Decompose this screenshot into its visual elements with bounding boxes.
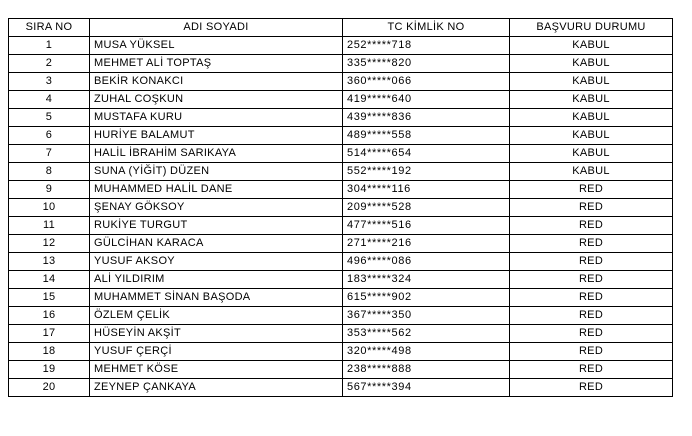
- results-sheet: [8, 18, 672, 397]
- header-basvuru-durumu: BAŞVURU DURUMU: [510, 19, 673, 37]
- header-tc-kimlik-no: TC KİMLİK NO: [343, 19, 510, 37]
- header-adi-soyadi: ADI SOYADI: [90, 19, 343, 37]
- row-adi-soyadi: MEHMET KÖSE: [90, 361, 343, 379]
- table-row: [9, 325, 673, 343]
- table-row: [9, 199, 673, 217]
- table-row: [9, 361, 673, 379]
- row-basvuru-durumu: RED: [510, 181, 673, 199]
- row-tc-kimlik-no: 514*****654: [343, 145, 510, 163]
- table-row: [9, 145, 673, 163]
- row-basvuru-durumu: KABUL: [510, 91, 673, 109]
- row-adi-soyadi: MUSTAFA KURU: [90, 109, 343, 127]
- row-sira-no: 17: [9, 325, 90, 343]
- row-tc-kimlik-no: 567*****394: [343, 379, 510, 397]
- table-row: [9, 235, 673, 253]
- row-tc-kimlik-no: 360*****066: [343, 73, 510, 91]
- row-basvuru-durumu: KABUL: [510, 163, 673, 181]
- row-adi-soyadi: RUKİYE TURGUT: [90, 217, 343, 235]
- table-row: [9, 379, 673, 397]
- table-row: [9, 37, 673, 55]
- row-adi-soyadi: ŞENAY GÖKSOY: [90, 199, 343, 217]
- row-sira-no: 4: [9, 91, 90, 109]
- row-basvuru-durumu: KABUL: [510, 109, 673, 127]
- row-tc-kimlik-no: 320*****498: [343, 343, 510, 361]
- applicant-results-table: [8, 18, 673, 397]
- table-row: [9, 109, 673, 127]
- row-sira-no: 18: [9, 343, 90, 361]
- row-sira-no: 20: [9, 379, 90, 397]
- row-basvuru-durumu: KABUL: [510, 55, 673, 73]
- table-row: [9, 73, 673, 91]
- row-tc-kimlik-no: 353*****562: [343, 325, 510, 343]
- row-basvuru-durumu: KABUL: [510, 73, 673, 91]
- row-tc-kimlik-no: 252*****718: [343, 37, 510, 55]
- row-basvuru-durumu: RED: [510, 217, 673, 235]
- row-sira-no: 9: [9, 181, 90, 199]
- table-row: [9, 181, 673, 199]
- header-row: [9, 19, 673, 37]
- row-sira-no: 12: [9, 235, 90, 253]
- row-tc-kimlik-no: 615*****902: [343, 289, 510, 307]
- row-sira-no: 10: [9, 199, 90, 217]
- row-sira-no: 13: [9, 253, 90, 271]
- row-sira-no: 19: [9, 361, 90, 379]
- row-basvuru-durumu: RED: [510, 307, 673, 325]
- row-tc-kimlik-no: 209*****528: [343, 199, 510, 217]
- row-sira-no: 15: [9, 289, 90, 307]
- table-row: [9, 271, 673, 289]
- row-basvuru-durumu: RED: [510, 361, 673, 379]
- row-adi-soyadi: MUHAMMET SİNAN BAŞODA: [90, 289, 343, 307]
- table-row: [9, 217, 673, 235]
- row-tc-kimlik-no: 552*****192: [343, 163, 510, 181]
- row-sira-no: 2: [9, 55, 90, 73]
- table-row: [9, 163, 673, 181]
- row-sira-no: 11: [9, 217, 90, 235]
- table-row: [9, 55, 673, 73]
- table-row: [9, 127, 673, 145]
- row-adi-soyadi: ZEYNEP ÇANKAYA: [90, 379, 343, 397]
- row-adi-soyadi: HÜSEYİN AKŞİT: [90, 325, 343, 343]
- row-basvuru-durumu: RED: [510, 253, 673, 271]
- row-tc-kimlik-no: 489*****558: [343, 127, 510, 145]
- row-adi-soyadi: MUSA YÜKSEL: [90, 37, 343, 55]
- row-basvuru-durumu: KABUL: [510, 127, 673, 145]
- row-adi-soyadi: BEKİR KONAKCI: [90, 73, 343, 91]
- table-body: [9, 37, 673, 397]
- row-tc-kimlik-no: 367*****350: [343, 307, 510, 325]
- table-row: [9, 307, 673, 325]
- row-adi-soyadi: SUNA (YİĞİT) DÜZEN: [90, 163, 343, 181]
- row-sira-no: 1: [9, 37, 90, 55]
- row-adi-soyadi: ÖZLEM ÇELİK: [90, 307, 343, 325]
- row-sira-no: 5: [9, 109, 90, 127]
- table-header: [9, 19, 673, 37]
- row-basvuru-durumu: RED: [510, 199, 673, 217]
- row-tc-kimlik-no: 183*****324: [343, 271, 510, 289]
- row-basvuru-durumu: RED: [510, 379, 673, 397]
- header-sira-no: SIRA NO: [9, 19, 90, 37]
- row-tc-kimlik-no: 335*****820: [343, 55, 510, 73]
- table-row: [9, 253, 673, 271]
- row-tc-kimlik-no: 238*****888: [343, 361, 510, 379]
- row-adi-soyadi: YUSUF AKSOY: [90, 253, 343, 271]
- row-tc-kimlik-no: 304*****116: [343, 181, 510, 199]
- row-sira-no: 8: [9, 163, 90, 181]
- row-adi-soyadi: ZUHAL COŞKUN: [90, 91, 343, 109]
- row-tc-kimlik-no: 496*****086: [343, 253, 510, 271]
- row-basvuru-durumu: RED: [510, 343, 673, 361]
- row-tc-kimlik-no: 477*****516: [343, 217, 510, 235]
- row-adi-soyadi: HALİL İBRAHİM SARIKAYA: [90, 145, 343, 163]
- row-adi-soyadi: YUSUF ÇERÇİ: [90, 343, 343, 361]
- row-sira-no: 6: [9, 127, 90, 145]
- row-tc-kimlik-no: 419*****640: [343, 91, 510, 109]
- row-adi-soyadi: ALİ YILDIRIM: [90, 271, 343, 289]
- row-basvuru-durumu: RED: [510, 289, 673, 307]
- table-row: [9, 289, 673, 307]
- table-row: [9, 91, 673, 109]
- row-tc-kimlik-no: 439*****836: [343, 109, 510, 127]
- row-adi-soyadi: MUHAMMED HALİL DANE: [90, 181, 343, 199]
- row-basvuru-durumu: KABUL: [510, 37, 673, 55]
- row-tc-kimlik-no: 271*****216: [343, 235, 510, 253]
- row-sira-no: 14: [9, 271, 90, 289]
- row-sira-no: 7: [9, 145, 90, 163]
- row-basvuru-durumu: RED: [510, 271, 673, 289]
- row-sira-no: 3: [9, 73, 90, 91]
- row-basvuru-durumu: KABUL: [510, 145, 673, 163]
- row-basvuru-durumu: RED: [510, 235, 673, 253]
- row-adi-soyadi: GÜLCİHAN KARACA: [90, 235, 343, 253]
- row-adi-soyadi: HURİYE BALAMUT: [90, 127, 343, 145]
- row-adi-soyadi: MEHMET ALİ TOPTAŞ: [90, 55, 343, 73]
- row-sira-no: 16: [9, 307, 90, 325]
- table-row: [9, 343, 673, 361]
- row-basvuru-durumu: RED: [510, 325, 673, 343]
